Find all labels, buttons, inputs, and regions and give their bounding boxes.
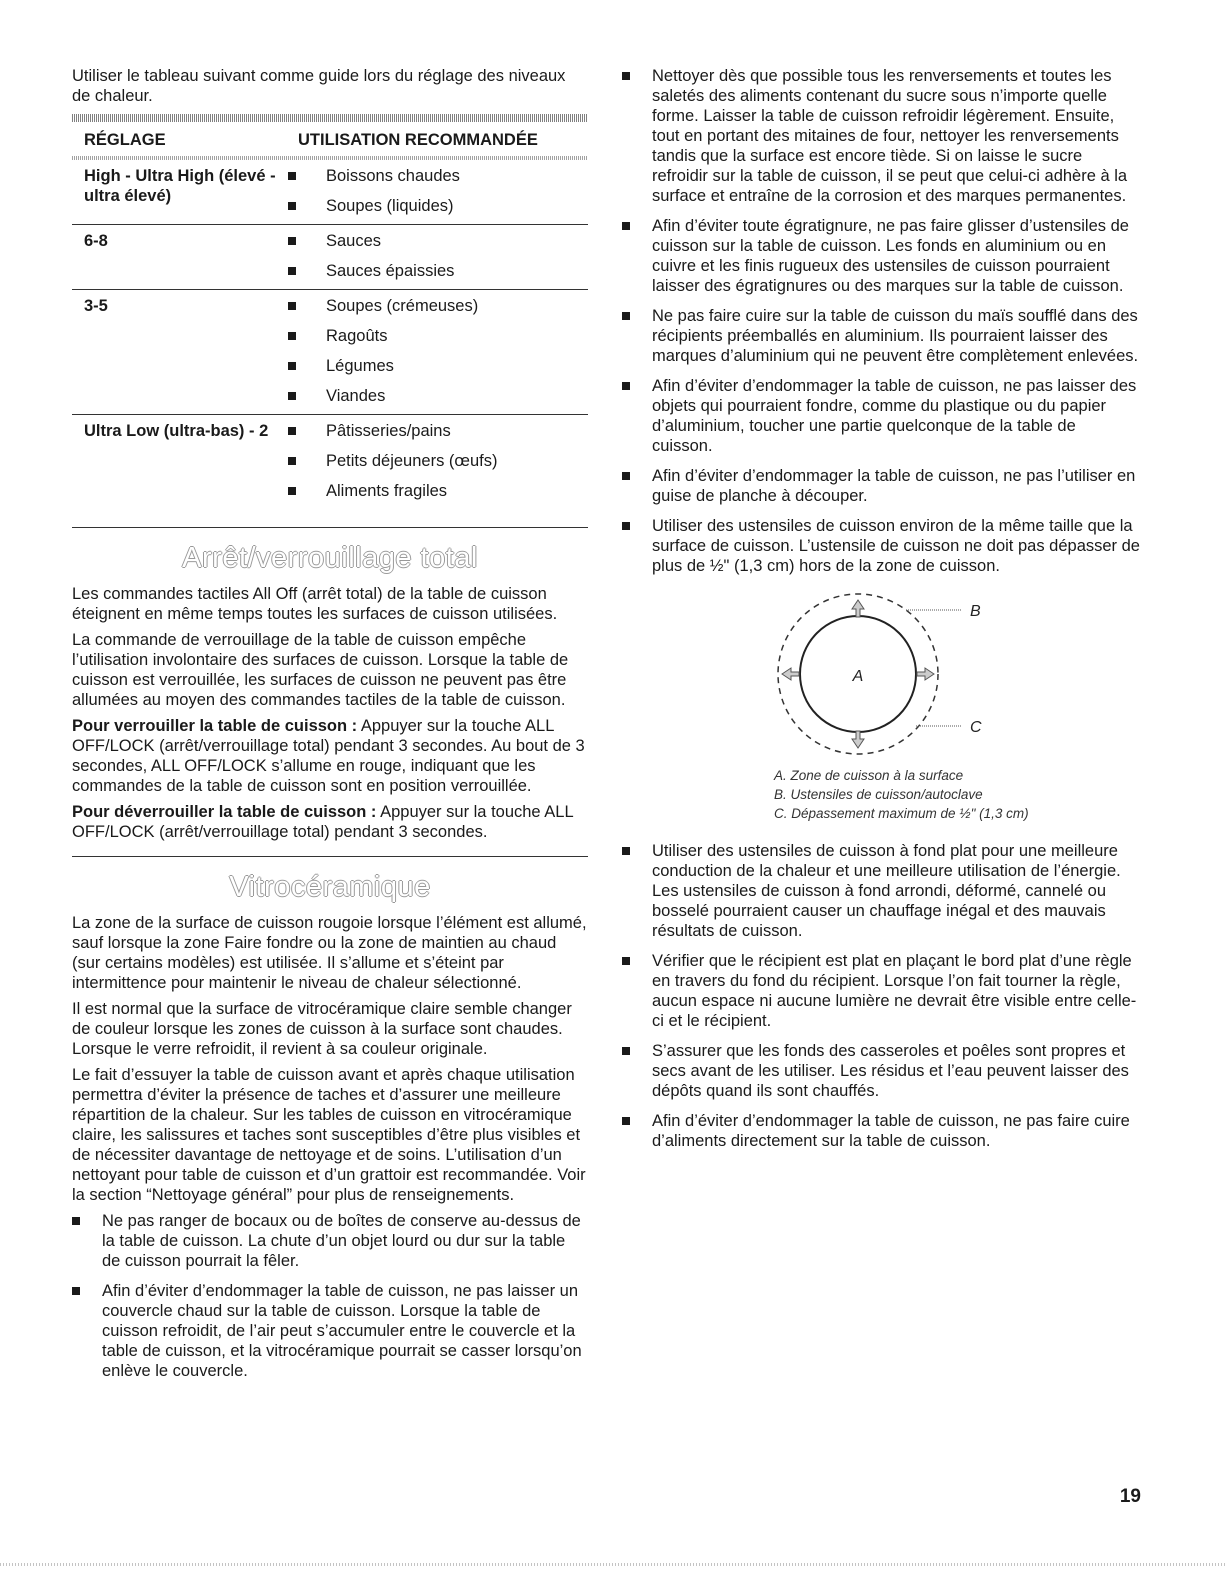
bullet-icon: [288, 457, 296, 465]
table-row: [72, 415, 588, 509]
paragraph: La commande de verrouillage de la table de cuisson empêche l’utilisation involontaire des surfaces de cuisson. Lorsque la table de cuisson est verrouillée, les surfaces de cuisson ne peuvent pas être allumées au moyen des commandes tactiles de la table de cuisson.: [72, 631, 569, 709]
list-item: Afin d’éviter d’endommager la table de cuisson, ne pas laisser des objets qui pourraient fondre, comme du plastique ou du papier d’aluminium, toucher une partie quelconque de la table de cuisson.: [622, 376, 1140, 456]
cookware-overhang-diagram: [622, 586, 1140, 762]
section-title-lock: Arrêt/verrouillage total: [182, 542, 478, 574]
unlock-label: Pour déverrouiller la table de cuisson :: [72, 803, 377, 821]
left-column: [72, 66, 588, 1391]
heat-table: [72, 160, 588, 509]
row-setting: 6-8: [84, 232, 108, 250]
bottom-border: [0, 1563, 1225, 1566]
list-item: Utiliser des ustensiles de cuisson à fond plat pour une meilleure conduction de la chaleur et une meilleure utilisation de l’énergie. Les ustensiles de cuisson à fond arrondi, déformé, cannelé ou bosselé pourraient causer un chauffage inégal et des mauvais résultats de cuisson.: [622, 841, 1140, 941]
lock-label: Pour verrouiller la table de cuisson :: [72, 717, 358, 735]
right-column: [622, 66, 1140, 1161]
diagram-svg: [622, 586, 1140, 762]
list-item: Sauces épaissies: [284, 261, 588, 281]
bullet-icon: [622, 957, 630, 965]
caption-a: A. Zone de cuisson à la surface: [774, 768, 964, 783]
care-bullets-bottom: [622, 841, 1140, 1151]
caption-c: C. Dépassement maximum de ½" (1,3 cm): [774, 806, 1029, 821]
row-uses: [284, 296, 588, 408]
unlock-instructions: Pour déverrouiller la table de cuisson : Appuyer sur la touche ALL OFF/LOCK (arrêt/verrouillage total) pendant 3 secondes.: [72, 803, 574, 841]
page-number: 19: [1119, 1486, 1141, 1507]
paragraph: Le fait d’essuyer la table de cuisson avant et après chaque utilisation permettra d’éviter la présence de taches et d’assurer une meilleure répartition de la chaleur. Sur les tables de cuisson en vitrocéramique claire, les salissures et taches sont susceptibles d’être plus visibles et de nécessiter davantage de nettoyage et de soins. L’utilisation d’un nettoyant pour table de cuisson et d’un grattoir est recommandée. Voir la section “Nettoyage général” pour plus de renseignements.: [72, 1066, 586, 1204]
list-item: Légumes: [284, 356, 588, 376]
bullet-icon: [622, 72, 630, 80]
bullet-icon: [72, 1287, 80, 1295]
row-setting: Ultra Low (ultra-bas) - 2: [84, 422, 269, 440]
list-item: Afin d’éviter d’endommager la table de cuisson, ne pas faire cuire d’aliments directement sur la table de cuisson.: [622, 1111, 1140, 1151]
section-title-ceramic: Vitrocéramique: [229, 871, 431, 903]
bullet-icon: [288, 172, 296, 180]
care-bullets-top: [622, 66, 1140, 576]
caption-b: B. Ustensiles de cuisson/autoclave: [774, 787, 983, 802]
table-row: [72, 160, 588, 225]
list-item: Petits déjeuners (œufs): [284, 451, 588, 471]
bullet-icon: [288, 302, 296, 310]
section-divider: [72, 527, 588, 528]
bullet-icon: [288, 392, 296, 400]
list-item: S’assurer que les fonds des casseroles et poêles sont propres et secs avant de les utiliser. Les résidus et l’eau peuvent laisser des dépôts quand ils sont chauffés.: [622, 1041, 1140, 1101]
list-item: Pâtisseries/pains: [284, 421, 588, 441]
paragraph: La zone de la surface de cuisson rougoie lorsque l’élément est allumé, sauf lorsque la zone Faire fondre ou la zone de maintien au chaud (sur certains modèles) est utilisée. Il s’allume et s’éteint par intermittence pour maintenir le niveau de chaleur sélectionné.: [72, 914, 587, 992]
list-item: Boissons chaudes: [284, 166, 588, 186]
list-item: Afin d’éviter d’endommager la table de cuisson, ne pas l’utiliser en guise de planche à découper.: [622, 466, 1140, 506]
list-item: Aliments fragiles: [284, 481, 588, 501]
bullet-icon: [288, 362, 296, 370]
arrow-up-icon: [852, 600, 864, 617]
list-item: Nettoyer dès que possible tous les renversements et toutes les saletés des aliments contenant du sucre sous n’importe quelle forme. Laisser la table de cuisson refroidir légèrement. Ensuite, tout en portant des mitaines de four, nettoyer les renversements tandis que la surface est encore tiède. Si on laisse le sucre refroidir sur la table de cuisson, il se peut que celui-ci adhère à la surface et entraîne de la corrosion et des marques permanentes.: [622, 66, 1140, 206]
list-item: Viandes: [284, 386, 588, 406]
bullet-icon: [288, 487, 296, 495]
header-usage: UTILISATION RECOMMANDÉE: [298, 131, 538, 149]
list-item: Soupes (crémeuses): [284, 296, 588, 316]
arrow-left-icon: [782, 668, 799, 680]
list-item: Utiliser des ustensiles de cuisson environ de la même taille que la surface de cuisson. L’ustensile de cuisson ne doit pas dépasser de plus de ½" (1,3 cm) hors de la zone de cuisson.: [622, 516, 1140, 576]
paragraph: Les commandes tactiles All Off (arrêt total) de la table de cuisson éteignent en même temps toutes les surfaces de cuisson utilisées.: [72, 585, 558, 623]
list-item: Sauces: [284, 231, 588, 251]
list-item: Ne pas faire cuire sur la table de cuisson du maïs soufflé dans des récipients préemballés en aluminium. Ils pourraient laisser des marques d’aluminium qui ne peuvent être complètement enlevées.: [622, 306, 1140, 366]
bullet-icon: [72, 1217, 80, 1225]
list-item: Afin d’éviter toute égratignure, ne pas faire glisser d’ustensiles de cuisson sur la table de cuisson. Les fonds en aluminium ou en cuivre et les finis rugueux des ustensiles de cuisson pourraient laisser des égratignures ou des marques sur la table de cuisson.: [622, 216, 1140, 296]
bullet-icon: [288, 202, 296, 210]
arrow-down-icon: [852, 731, 864, 748]
list-item: Soupes (liquides): [284, 196, 588, 216]
paragraph: Il est normal que la surface de vitrocéramique claire semble changer de couleur lorsque les zones de cuisson à la surface sont chaudes. Lorsque le verre refroidit, il revient à sa couleur originale.: [72, 1000, 572, 1058]
table-top-divider: [72, 114, 588, 122]
label-c: C: [970, 719, 982, 736]
bullet-icon: [288, 267, 296, 275]
bullet-icon: [288, 332, 296, 340]
bullet-icon: [288, 237, 296, 245]
header-setting: RÉGLAGE: [84, 131, 166, 149]
row-uses: [284, 421, 588, 503]
bullet-icon: [622, 1047, 630, 1055]
table-row: [72, 290, 588, 415]
row-uses: [284, 166, 588, 218]
row-setting: 3-5: [84, 297, 108, 315]
bullet-icon: [622, 1117, 630, 1125]
list-item: Ne pas ranger de bocaux ou de boîtes de conserve au-dessus de la table de cuisson. La chute d’un objet lourd ou dur sur la table de cuisson pourrait la fêler.: [72, 1211, 588, 1271]
section-divider: [72, 856, 588, 857]
row-uses: [284, 231, 588, 283]
bullet-icon: [288, 427, 296, 435]
bullet-icon: [622, 312, 630, 320]
table-row: [72, 225, 588, 290]
table-header: [72, 122, 588, 156]
ceramic-bullets: [72, 1211, 588, 1381]
arrow-right-icon: [917, 668, 934, 680]
list-item: Afin d’éviter d’endommager la table de cuisson, ne pas laisser un couvercle chaud sur la table de cuisson. Lorsque la table de cuisson refroidit, de l’air peut s’accumuler entre le couvercle et la table de cuisson, et la vitrocéramique pourrait se casser lorsqu’on enlève le couvercle.: [72, 1281, 588, 1381]
bullet-icon: [622, 847, 630, 855]
label-a: A: [852, 668, 864, 685]
diagram-captions: [622, 766, 1140, 823]
row-setting: High - Ultra High (élevé - ultra élevé): [84, 167, 276, 205]
label-b: B: [970, 603, 981, 620]
table-header-divider: [72, 156, 588, 160]
lock-instructions: Pour verrouiller la table de cuisson : Appuyer sur la touche ALL OFF/LOCK (arrêt/verrouillage total) pendant 3 secondes. Au bout de 3 secondes, ALL OFF/LOCK s’allume en rouge, indiquant que les commandes de la table de cuisson sont en position verrouillée.: [72, 717, 585, 795]
bullet-icon: [622, 522, 630, 530]
list-item: Vérifier que le récipient est plat en plaçant le bord plat d’une règle en travers du fond du récipient. Lorsque l’on fait tourner la règle, aucun espace ni aucune lumière ne devrait être visible entre celle-ci et le récipient.: [622, 951, 1140, 1031]
bullet-icon: [622, 472, 630, 480]
list-item: Ragoûts: [284, 326, 588, 346]
bullet-icon: [622, 222, 630, 230]
bullet-icon: [622, 382, 630, 390]
intro-text: Utiliser le tableau suivant comme guide lors du réglage des niveaux de chaleur.: [72, 67, 566, 105]
